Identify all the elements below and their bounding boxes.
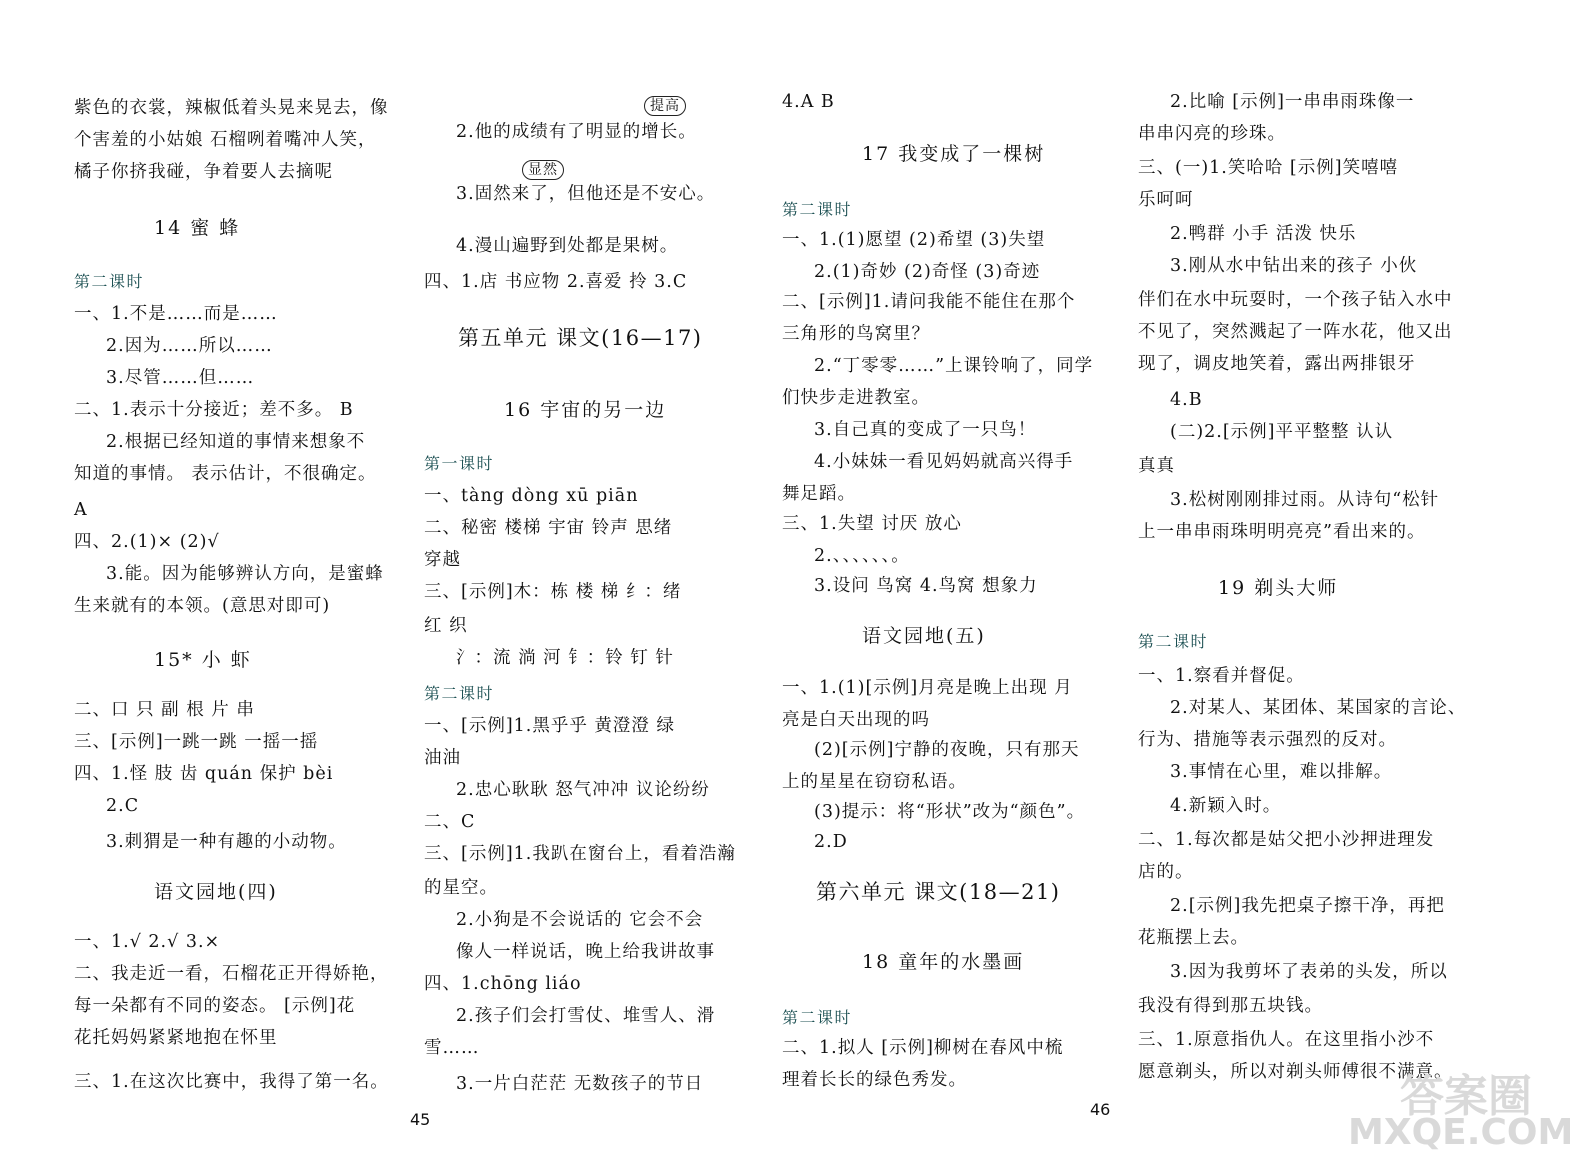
answer-line: 上的星星在窃窃私语。	[782, 772, 967, 792]
answer-line: 像人一样说话，晚上给我讲故事	[456, 942, 715, 962]
answer-line: 2.“丁零零……”上课铃响了，同学	[814, 356, 1094, 376]
answer-line: 真真	[1138, 456, 1175, 476]
answer-line: 一、1.察看并督促。	[1138, 666, 1305, 686]
answer-line: 2.忠心耿耿 怒气冲冲 议论纷纷	[456, 780, 710, 800]
answer-line: 氵：流 淌 河 钅：铃 钉 针	[456, 648, 674, 668]
answer-line: 二、1.拟人 [示例]柳树在春风中梳	[782, 1038, 1064, 1058]
answer-line: 2.孩子们会打雪仗、堆雪人、滑	[456, 1006, 716, 1026]
answer-line: 上一串串雨珠明明亮亮”看出来的。	[1138, 522, 1426, 542]
answer-line: 四、2.(1)× (2)√	[74, 532, 220, 552]
answer-line: 伴们在水中玩耍时，一个孩子钻入水中	[1138, 290, 1453, 310]
answer-line: 理着长长的绿色秀发。	[782, 1070, 967, 1090]
answer-line: 3.事情在心里，难以排解。	[1170, 762, 1393, 782]
answer-line: 语文园地(五)	[862, 625, 986, 647]
answer-line: 第二课时	[424, 684, 495, 703]
answer-line: 三、(一)1.笑哈哈 [示例]笑嘻嘻	[1138, 158, 1399, 178]
answer-line: 3.能。因为能够辨认方向，是蜜蜂	[106, 564, 384, 584]
answer-line: 3.自己真的变成了一只鸟！	[814, 420, 1037, 440]
answer-line: 现了，调皮地笑着，露出两排银牙	[1138, 354, 1416, 374]
handwritten-correction: 显然	[522, 160, 564, 180]
answer-line: 4.新颖入时。	[1170, 796, 1282, 816]
answer-line: 一、1.(1)[示例]月亮是晚上出现 月	[782, 678, 1073, 698]
answer-line: 橘子你挤我碰，争着要人去摘呢	[74, 162, 333, 182]
answer-line: 3.因为我剪坏了表弟的头发，所以	[1170, 962, 1448, 982]
answer-line: 二、我走近一看，石榴花正开得娇艳，	[74, 964, 389, 984]
answer-line: 3.一片白茫茫 无数孩子的节日	[456, 1074, 704, 1094]
answer-line: 2.对某人、某团体、某国家的言论、	[1170, 698, 1467, 718]
answer-line: 三、1.失望 讨厌 放心	[782, 514, 962, 534]
answer-line: 2.D	[814, 832, 848, 852]
answer-line: 的星空。	[424, 878, 498, 898]
answer-line: 16 宇宙的另一边	[504, 399, 667, 421]
answer-line: 一、[示例]1.黑乎乎 黄澄澄 绿	[424, 716, 675, 736]
answer-line: 愿意剃头，所以对剃头师傅很不满意。	[1138, 1062, 1453, 1082]
answer-line: 四、1.怪 肢 齿 quán 保护 bèi	[74, 764, 334, 784]
answer-line: 油油	[424, 748, 461, 768]
answer-line: 4.B	[1170, 390, 1203, 410]
answer-line: 乐呵呵	[1138, 190, 1194, 210]
answer-line: 3.刚从水中钻出来的孩子 小伙	[1170, 256, 1418, 276]
answer-line: 店的。	[1138, 862, 1194, 882]
watermark-url: MXQE.COM	[1348, 1112, 1573, 1153]
answer-line: 三、1.原意指仇人。在这里指小沙不	[1138, 1030, 1435, 1050]
answer-line: 我没有得到那五块钱。	[1138, 996, 1323, 1016]
answer-line: 生来就有的本领。(意思对即可)	[74, 596, 331, 616]
answer-line: 红 织	[424, 616, 468, 636]
answer-line: (二)2.[示例]平平整整 认认	[1170, 422, 1394, 442]
answer-line: 三、1.在这次比赛中，我得了第一名。	[74, 1072, 389, 1092]
answer-line: 2.、、、、、、。	[814, 546, 910, 566]
answer-line: 串串闪亮的珍珠。	[1138, 124, 1286, 144]
answer-line: 14 蜜 蜂	[154, 217, 241, 239]
answer-line: 行为、措施等表示强烈的反对。	[1138, 730, 1397, 750]
answer-line: 二、1.每次都是姑父把小沙押进理发	[1138, 830, 1435, 850]
answer-line: 四、1.店 书应物 2.喜爱 拎 3.C	[424, 272, 688, 292]
answer-line: 2.他的成绩有了明显的增长。	[456, 122, 697, 142]
answer-line: 不见了，突然溅起了一阵水花，他又出	[1138, 322, 1453, 342]
answer-line: 2.C	[106, 796, 140, 816]
answer-line: 2.根据已经知道的事情来想象不	[106, 432, 366, 452]
answer-line: 4.漫山遍野到处都是果树。	[456, 236, 679, 256]
answer-line: 2.比喻 [示例]一串串雨珠像一	[1170, 92, 1415, 112]
answer-line: 紫色的衣裳，辣椒低着头晃来晃去，像	[74, 98, 389, 118]
answer-line: 第二课时	[782, 1008, 853, 1027]
answer-line: 一、tàng dòng xū piān	[424, 486, 639, 506]
answer-line: 花瓶摆上去。	[1138, 928, 1249, 948]
answer-line: 二、口 只 副 根 片 串	[74, 700, 255, 720]
answer-line: 三、[示例]木：栋 楼 梯 纟：绪	[424, 582, 682, 602]
answer-line: 雪……	[424, 1038, 480, 1058]
answer-line: 18 童年的水墨画	[862, 951, 1025, 973]
answer-line: 3.尽管……但……	[106, 368, 255, 388]
answer-line: 二、秘密 楼梯 宇宙 铃声 思绪	[424, 518, 673, 538]
answer-line: (2)[示例]宁静的夜晚，只有那天	[814, 740, 1080, 760]
answer-line: 2.小狗是不会说话的 它会不会	[456, 910, 704, 930]
answer-line: 二、1.表示十分接近；差不多。 B	[74, 400, 354, 420]
answer-line: 三、[示例]一跳一跳 一摇一摇	[74, 732, 319, 752]
answer-line: 第六单元 课文(18—21)	[816, 880, 1061, 904]
answer-line: 第二课时	[1138, 632, 1209, 651]
answer-line: 19 剃头大师	[1218, 577, 1339, 599]
page-number-left: 45	[410, 1110, 431, 1129]
answer-line: 3.松树刚刚排过雨。从诗句“松针	[1170, 490, 1440, 510]
answer-line: 4.A B	[782, 92, 835, 112]
answer-line: 们快步走进教室。	[782, 388, 930, 408]
answer-line: 17 我变成了一棵树	[862, 143, 1046, 165]
answer-line: 2.鸭群 小手 活泼 快乐	[1170, 224, 1357, 244]
answer-line: 3.刺猬是一种有趣的小动物。	[106, 832, 347, 852]
answer-line: 一、1.√ 2.√ 3.×	[74, 932, 221, 952]
answer-line: 二、[示例]1.请问我能不能住在那个	[782, 292, 1076, 312]
answer-line: 花托妈妈紧紧地抱在怀里	[74, 1028, 278, 1048]
answer-line: 2.因为……所以……	[106, 336, 273, 356]
answer-line: 2.[示例]我先把桌子擦干净，再把	[1170, 896, 1445, 916]
answer-line: 舞足蹈。	[782, 484, 856, 504]
handwritten-correction: 提高	[644, 96, 686, 116]
answer-line: 每一朵都有不同的姿态。 [示例]花	[74, 996, 356, 1016]
answer-line: 第二课时	[74, 272, 145, 291]
answer-line: 3.固然来了，但他还是不安心。	[456, 184, 716, 204]
answer-line: 第五单元 课文(16—17)	[458, 326, 703, 350]
answer-line: A	[74, 500, 88, 520]
answer-line: 二、C	[424, 812, 476, 832]
answer-line: 第二课时	[782, 200, 853, 219]
answer-line: 一、1.(1)愿望 (2)希望 (3)失望	[782, 230, 1046, 250]
answer-line: 四、1.chōng liáo	[424, 974, 582, 994]
answer-line: 穿越	[424, 550, 461, 570]
answer-line: 亮是白天出现的吗	[782, 710, 930, 730]
answer-line: 三、[示例]1.我趴在窗台上，看着浩瀚	[424, 844, 736, 864]
answer-line: (3)提示：将“形状”改为“颜色”。	[814, 802, 1086, 822]
watermark-logo: 答案圈	[1400, 1071, 1532, 1122]
answer-line: 知道的事情。 表示估计，不很确定。	[74, 464, 377, 484]
answer-line: 4.小妹妹一看见妈妈就高兴得手	[814, 452, 1074, 472]
page-number-right: 46	[1090, 1100, 1111, 1119]
answer-line: 15* 小 虾	[154, 649, 252, 671]
answer-line: 语文园地(四)	[154, 881, 278, 903]
answer-line: 3.设问 鸟窝 4.鸟窝 想象力	[814, 576, 1038, 596]
answer-line: 三角形的鸟窝里？	[782, 324, 930, 344]
answer-line: 一、1.不是……而是……	[74, 304, 278, 324]
answer-line: 第一课时	[424, 454, 495, 473]
answer-line: 2.(1)奇妙 (2)奇怪 (3)奇迹	[814, 262, 1041, 282]
answer-line: 个害羞的小姑娘 石榴咧着嘴冲人笑，	[74, 130, 377, 150]
